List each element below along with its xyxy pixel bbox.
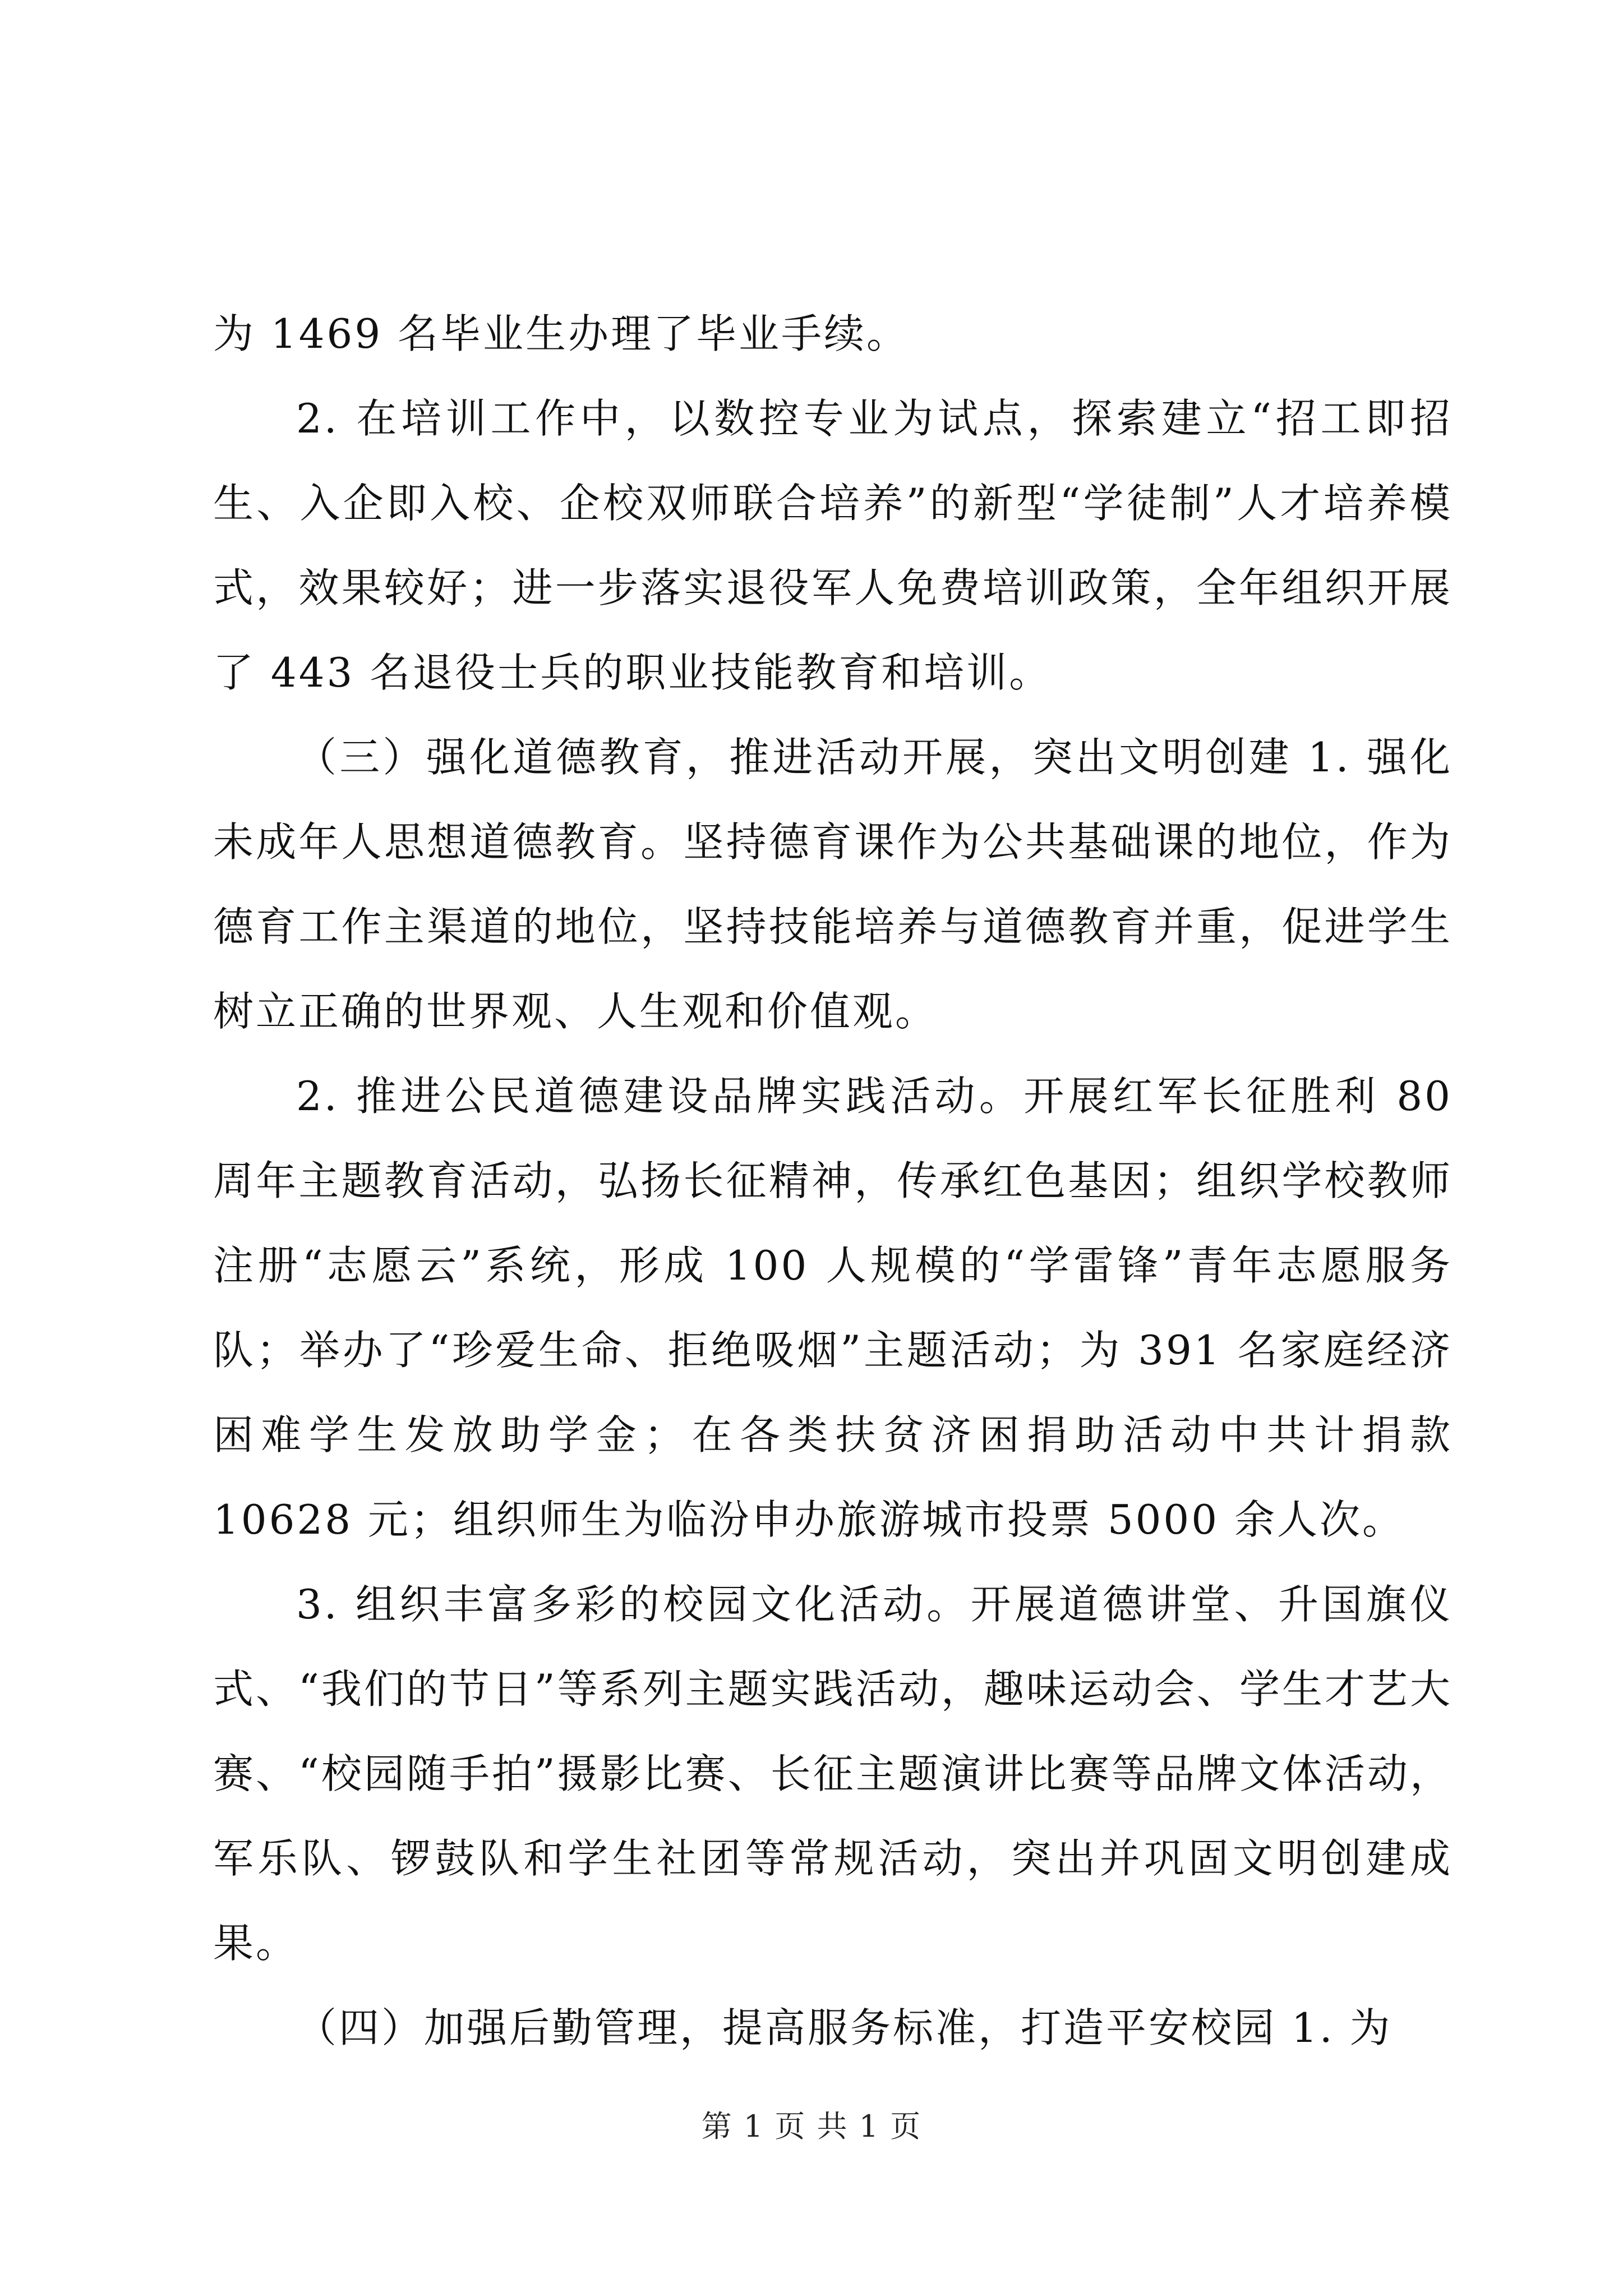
paragraph-training: 2. 在培训工作中，以数控专业为试点，探索建立“招工即招生、入企即入校、企校双师联合培养”的新型“学徒制”人才培养模式，效果较好；进一步落实退役军人免费培训政策，全年组织开展了 443 名退役士兵的职业技能教育和培训。 (213, 395, 1453, 696)
paragraph-moral-education: （三）强化道德教育，推进活动开展，突出文明创建 1. 强化未成年人思想道德教育。坚持德育课作为公共基础课的地位，作为德育工作主渠道的地位，坚持技能培养与道德教育并重，促进学生树立正确的世界观、人生观和价值观。 (213, 734, 1453, 1035)
paragraph-continuation: 为 1469 名毕业生办理了毕业手续。 (213, 310, 910, 357)
page-number-footer: 第 1 页 共 1 页 (701, 2109, 922, 2144)
paragraph-campus-culture: 3. 组织丰富多彩的校园文化活动。开展道德讲堂、升国旗仪式、“我们的节日”等系列主题实践活动，趣味运动会、学生才艺大赛、“校园随手拍”摄影比赛、长征主题演讲比赛等品牌文体活动，军乐队、锣鼓队和学生社团等常规活动，突出并巩固文明创建成果。 (213, 1581, 1453, 1967)
paragraph-civic-morality: 2. 推进公民道德建设品牌实践活动。开展红军长征胜利 80 周年主题教育活动，弘扬长征精神，传承红色基因；组织学校教师注册“志愿云”系统，形成 100 人规模的“学雷锋”青年志愿服务队；举办了“珍爱生命、拒绝吸烟”主题活动；为 391 名家庭经济困难学生发放助学金；在各类扶贫济困捐助活动中共计捐款 10628 元；组织师生为临汾申办旅游城市投票 5000 余人次。 (213, 1073, 1453, 1543)
paragraph-logistics: （四）加强后勤管理，提高服务标准，打造平安校园 1. 为 (296, 2004, 1393, 2051)
document-body (213, 292, 1453, 2070)
